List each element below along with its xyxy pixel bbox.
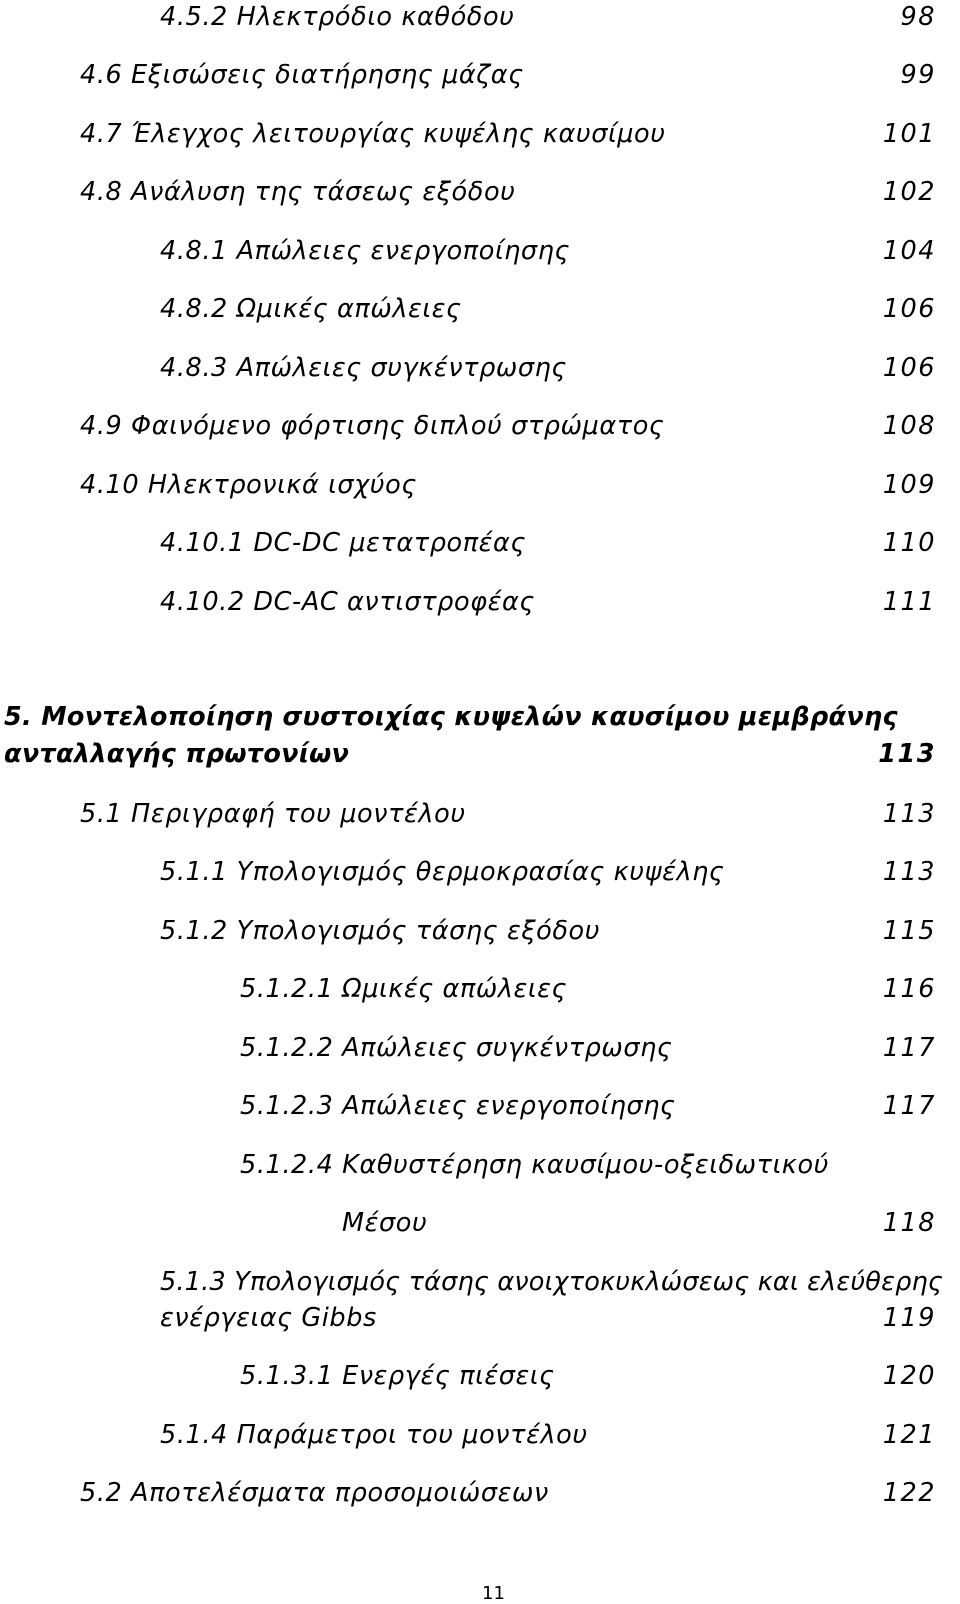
toc-entry-4-10-2[interactable]: 4.10.2 DC-AC αντιστροφέας	[160, 587, 535, 617]
toc-entry-4-8-3[interactable]: 4.8.3 Απώλειες συγκέντρωσης	[160, 353, 567, 383]
toc-entry-5-1-2-2[interactable]: 5.1.2.2 Απώλειες συγκέντρωσης	[240, 1033, 673, 1063]
toc-entry-4-7[interactable]: 4.7 Έλεγχος λειτουργίας κυψέλης καυσίμου	[80, 119, 666, 149]
toc-page-5-2: 122	[882, 1478, 936, 1508]
toc-entry-5-1-2-3[interactable]: 5.1.2.3 Απώλειες ενεργοποίησης	[240, 1091, 676, 1121]
toc-entry-5-1-4[interactable]: 5.1.4 Παράμετροι του μοντέλου	[160, 1420, 588, 1450]
toc-page-5-1-2-1: 116	[882, 974, 936, 1004]
toc-page-4-9: 108	[882, 411, 936, 441]
toc-page-5: 113	[878, 739, 936, 769]
toc-page-5-1-2-4: 118	[882, 1208, 936, 1238]
toc-entry-4-6[interactable]: 4.6 Εξισώσεις διατήρησης μάζας	[80, 60, 524, 90]
toc-entry-5-1-2-4-line-2[interactable]: Μέσου	[342, 1208, 428, 1238]
toc-page-4-5-2: 98	[900, 2, 936, 32]
toc-page-5-1-3-1: 120	[882, 1361, 936, 1391]
toc-entry-4-8[interactable]: 4.8 Ανάλυση της τάσεως εξόδου	[80, 177, 516, 207]
toc-page-4-10-1: 110	[882, 528, 936, 558]
toc-entry-5-1-1[interactable]: 5.1.1 Υπολογισμός θερμοκρασίας κυψέλης	[160, 857, 725, 887]
toc-page-5-1-4: 121	[882, 1420, 936, 1450]
toc-entry-5-1[interactable]: 5.1 Περιγραφή του μοντέλου	[80, 799, 466, 829]
toc-page-4-8-1: 104	[882, 236, 936, 266]
toc-page-4-8-3: 106	[882, 353, 936, 383]
toc-entry-5-1-3-line-1[interactable]: 5.1.3 Υπολογισμός τάσης ανοιχτοκυκλώσεως και ελεύθερης	[160, 1267, 943, 1297]
toc-entry-5-1-3-line-2[interactable]: ενέργειας Gibbs	[160, 1303, 377, 1333]
toc-page-5-1-1: 113	[882, 857, 936, 887]
toc-entry-4-10-1[interactable]: 4.10.1 DC-DC μετατροπέας	[160, 528, 527, 558]
toc-page-4-7: 101	[882, 119, 936, 149]
toc-entry-4-10[interactable]: 4.10 Ηλεκτρονικά ισχύος	[80, 470, 417, 500]
toc-page-5-1-2-2: 117	[882, 1033, 936, 1063]
toc-page-4-6: 99	[900, 60, 936, 90]
toc-entry-5-2[interactable]: 5.2 Αποτελέσματα προσομοιώσεων	[80, 1478, 549, 1508]
toc-chapter-5-line-1[interactable]: 5. Μοντελοποίηση συστοιχίας κυψελών καυσίμου μεμβράνης	[4, 702, 898, 732]
toc-entry-5-1-2-4-line-1[interactable]: 5.1.2.4 Καθυστέρηση καυσίμου-οξειδωτικού	[240, 1150, 829, 1180]
toc-entry-5-1-2-1[interactable]: 5.1.2.1 Ωμικές απώλειες	[240, 974, 568, 1004]
toc-page-4-10-2: 111	[882, 587, 936, 617]
toc-entry-4-9[interactable]: 4.9 Φαινόμενο φόρτισης διπλού στρώματος	[80, 411, 665, 441]
toc-page-5-1: 113	[882, 799, 936, 829]
toc-page-5-1-2: 115	[882, 916, 936, 946]
toc-page-5-1-2-3: 117	[882, 1091, 936, 1121]
toc-entry-5-1-3-1[interactable]: 5.1.3.1 Ενεργές πιέσεις	[240, 1361, 555, 1391]
toc-chapter-5-line-2[interactable]: ανταλλαγής πρωτονίων	[4, 739, 350, 769]
toc-page-4-8: 102	[882, 177, 936, 207]
toc-page-4-8-2: 106	[882, 294, 936, 324]
toc-entry-4-5-2[interactable]: 4.5.2 Ηλεκτρόδιο καθόδου	[160, 2, 515, 32]
toc-page-5-1-3: 119	[882, 1303, 936, 1333]
toc-entry-4-8-2[interactable]: 4.8.2 Ωμικές απώλειες	[160, 294, 462, 324]
footer-page-number: 11	[482, 1583, 505, 1604]
toc-page-4-10: 109	[882, 470, 936, 500]
toc-entry-5-1-2[interactable]: 5.1.2 Υπολογισμός τάσης εξόδου	[160, 916, 601, 946]
toc-entry-4-8-1[interactable]: 4.8.1 Απώλειες ενεργοποίησης	[160, 236, 571, 266]
